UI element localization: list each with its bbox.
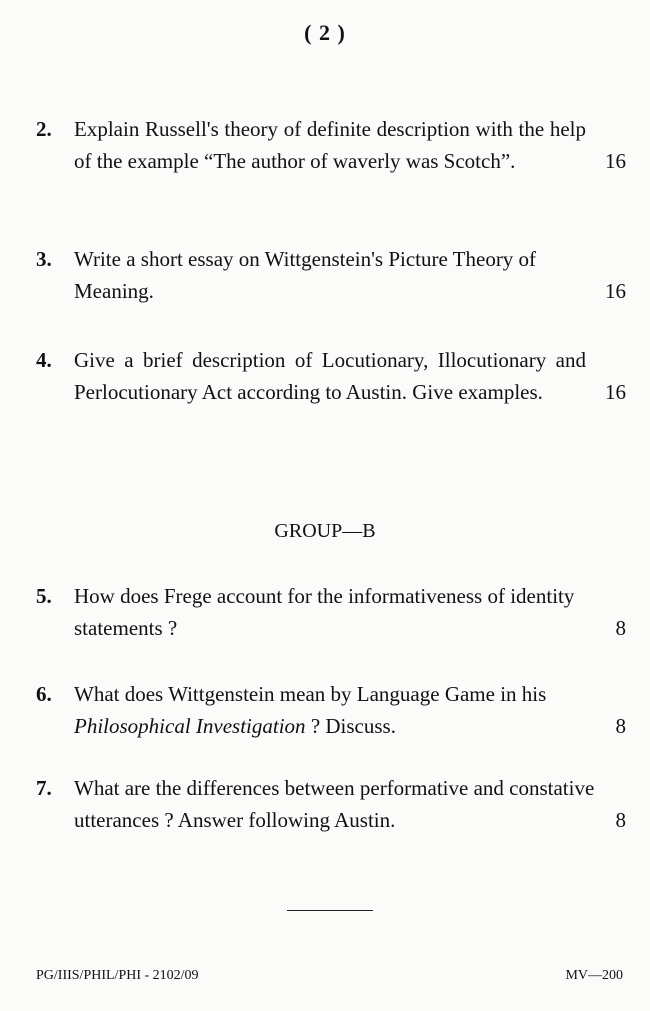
question-number: 2. xyxy=(36,117,52,141)
footer-series: MV—200 xyxy=(565,968,623,983)
question-number: 7. xyxy=(36,776,52,800)
question-marks: 16 xyxy=(605,149,626,173)
page-number: ( 2 ) xyxy=(304,20,346,45)
question-number: 4. xyxy=(36,348,52,372)
question-marks: 8 xyxy=(615,616,626,640)
question-marks: 16 xyxy=(605,279,626,303)
question-text-end: ? Discuss. xyxy=(305,714,396,738)
question-number: 3. xyxy=(36,247,52,271)
question-marks: 16 xyxy=(605,380,626,404)
question-marks: 8 xyxy=(615,808,626,832)
end-rule xyxy=(287,910,373,911)
question-text-italic: Philosophical Investigation xyxy=(74,714,306,738)
group-heading: GROUP—B xyxy=(274,520,376,542)
question-text: Write a short essay on Wittgenstein's Picture Theory of Meaning. xyxy=(74,247,537,303)
question-text: How does Frege account for the informativeness of identity statements ? xyxy=(74,584,575,640)
question-3 xyxy=(36,243,626,307)
question-5 xyxy=(36,580,626,644)
question-text: Explain Russell's theory of definite description with the help of the example “The author of waverly was Scotch”. xyxy=(74,117,586,173)
question-marks: 8 xyxy=(615,714,626,738)
question-6 xyxy=(36,678,626,742)
footer-code: PG/IIIS/PHIL/PHI - 2102/09 xyxy=(36,968,199,983)
question-text: What are the differences between performative and constative utterances ? Answer following Austin. xyxy=(74,776,595,832)
question-7 xyxy=(36,772,626,836)
question-text: Give a brief description of Locutionary, Illocutionary and Perlocutionary Act according to Austin. Give examples. xyxy=(74,348,586,404)
question-number: 6. xyxy=(36,682,52,706)
question-number: 5. xyxy=(36,584,52,608)
question-text: What does Wittgenstein mean by Language Game in his xyxy=(74,682,547,706)
question-2 xyxy=(36,113,626,177)
question-4 xyxy=(36,344,626,408)
